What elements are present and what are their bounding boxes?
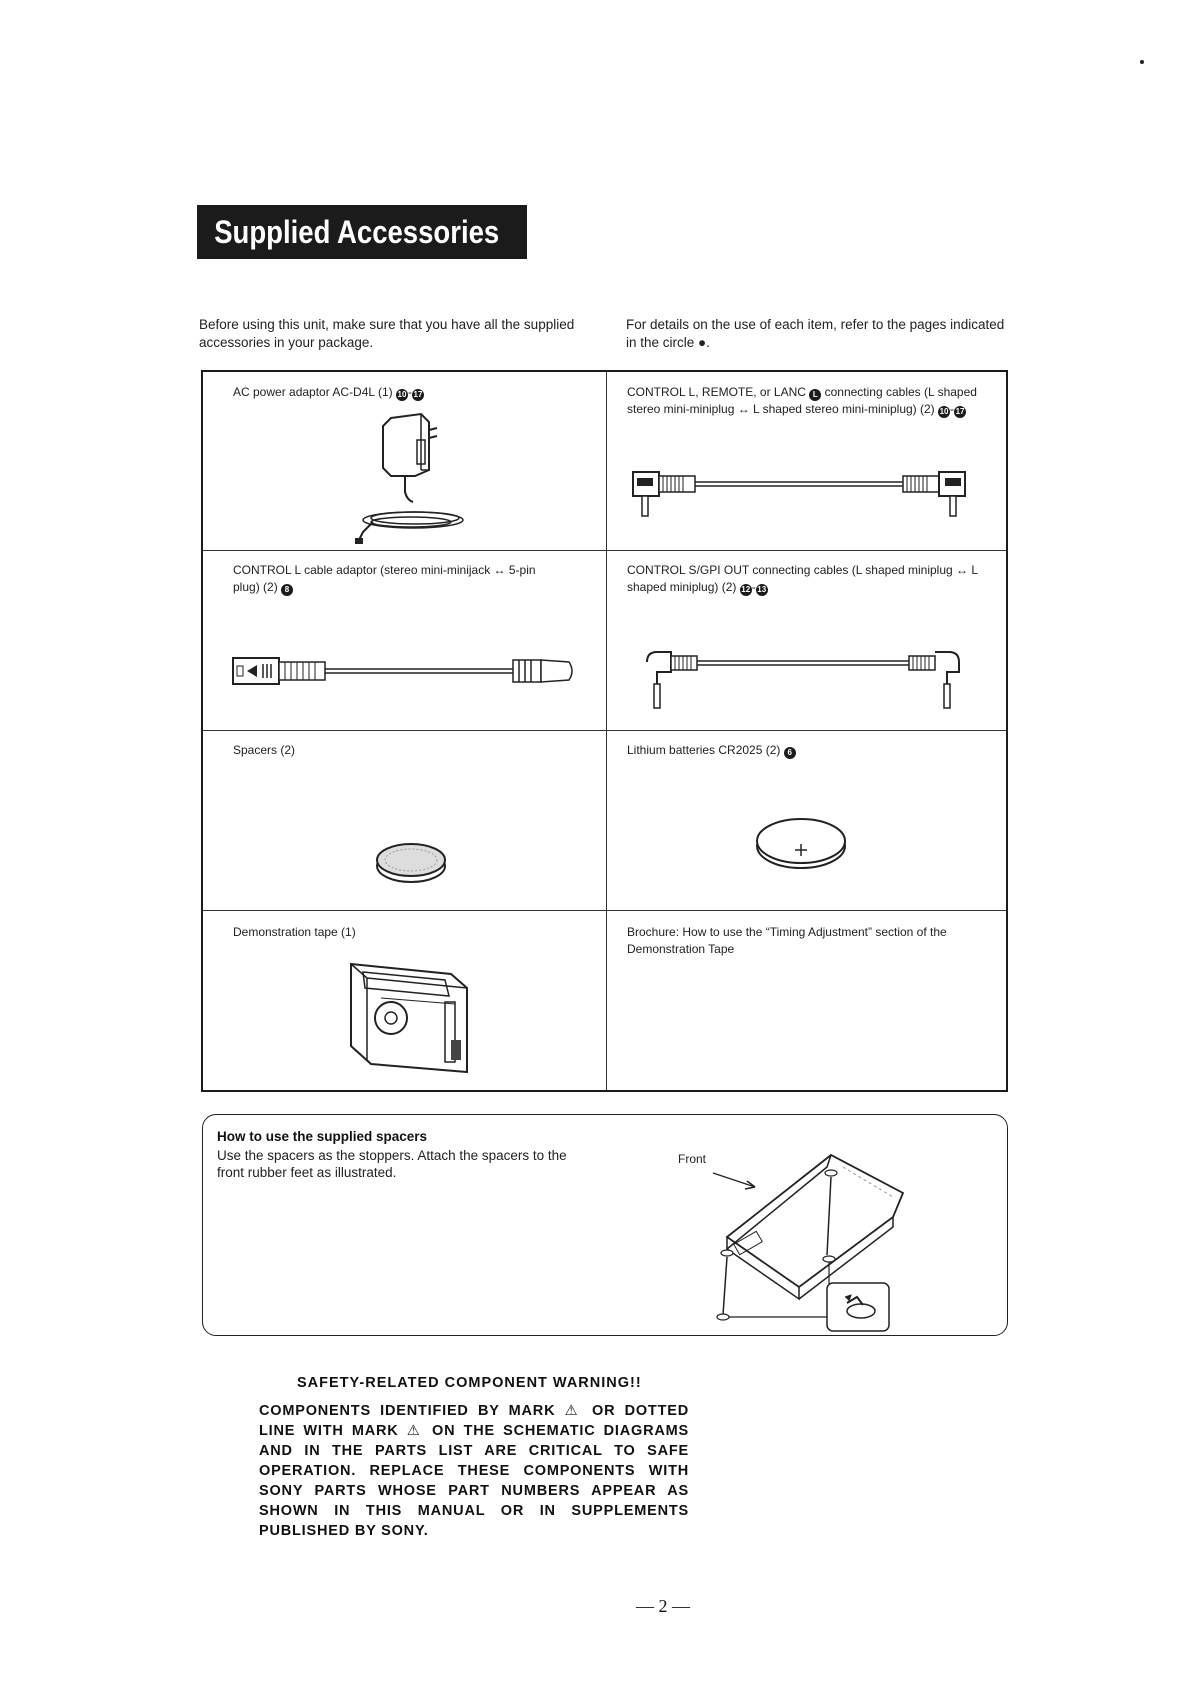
page-number: — 2 — (636, 1596, 690, 1616)
spacer-usage-illustration (713, 1137, 1003, 1317)
table-divider-row-2 (203, 730, 1006, 731)
warning-title: SAFETY-RELATED COMPONENT WARNING!! (297, 1375, 642, 1391)
page-title-bar (197, 205, 527, 259)
battery-illustration (751, 814, 851, 874)
stray-dot (1140, 60, 1144, 64)
table-divider-row-1 (203, 550, 1006, 551)
front-label: Front (678, 1152, 707, 1166)
accessory-control-s-cable-label: CONTROL S/GPI OUT connecting cables (L shaped miniplug ↔ L shaped miniplug) (2) 12 - 13 (627, 563, 978, 594)
ref-circle: 12 (741, 585, 751, 594)
intro-right: For details on the use of each item, refer to the pages indicated in the circle ●. (626, 317, 1005, 350)
accessory-demo-tape-label: Demonstration tape (1) (233, 925, 356, 939)
ref-circle: 17 (955, 407, 965, 416)
ref-circle: 8 (281, 584, 293, 596)
cable-adaptor-illustration (233, 654, 593, 694)
spacer-illustration (373, 838, 453, 888)
ref-circle: 17 (413, 390, 423, 399)
accessory-control-l-cable-label: CONTROL L, REMOTE, or LANC L connecting cables (L shaped stereo mini-miniplug ↔ L shaped stereo mini-miniplug) (2) 10 - 17 (627, 385, 977, 416)
ref-circle: 10 (397, 390, 407, 399)
accessory-ac-adaptor-label: AC power adaptor AC-D4L (1) 10 - 17 (233, 385, 423, 399)
ref-circle: 6 (784, 747, 796, 759)
accessory-cable-adaptor-label: CONTROL L cable adaptor (stereo mini-minijack ↔ 5-pin plug) (2) 8 (233, 563, 536, 594)
ac-adaptor-illustration (333, 410, 483, 550)
ref-circle: 10 (939, 407, 949, 416)
control-s-cable-illustration (643, 648, 963, 718)
page-title: Supplied Accessories (214, 213, 500, 250)
warning-body: COMPONENTS IDENTIFIED BY MARK ⚠ OR DOTTED LINE WITH MARK ⚠ ON THE SCHEMATIC DIAGRAMS AND IN THE PARTS LIST ARE CRITICAL TO SAFE OPERATION. REPLACE THESE COMPONENTS WITH SONY PARTS WHOSE PART NUMBERS APPEAR AS SHOWN IN THIS MANUAL OR IN SUPPLEMENTS PUBLISHED BY SONY. (259, 1403, 689, 1539)
accessory-spacers-label: Spacers (2) (233, 743, 296, 757)
accessory-batteries-label: Lithium batteries CR2025 (2) 6 (627, 742, 987, 759)
lanc-icon: L (809, 389, 821, 401)
how-to-box (202, 1114, 1008, 1336)
demo-tape-illustration (341, 954, 481, 1084)
control-l-cable-illustration (633, 468, 973, 528)
ref-circle: 13 (757, 585, 767, 594)
accessory-brochure-label: Brochure: How to use the “Timing Adjustment” section of the Demonstration Tape (627, 925, 947, 956)
accessories-table (201, 370, 1008, 1092)
how-to-body: Use the spacers as the stoppers. Attach the spacers to the front rubber feet as illustrated. (217, 1148, 567, 1180)
how-to-title: How to use the supplied spacers (217, 1129, 428, 1144)
table-divider-vertical (606, 372, 607, 1090)
intro-left: Before using this unit, make sure that you have all the supplied accessories in your package. (199, 317, 575, 350)
table-divider-row-3 (203, 910, 1006, 911)
